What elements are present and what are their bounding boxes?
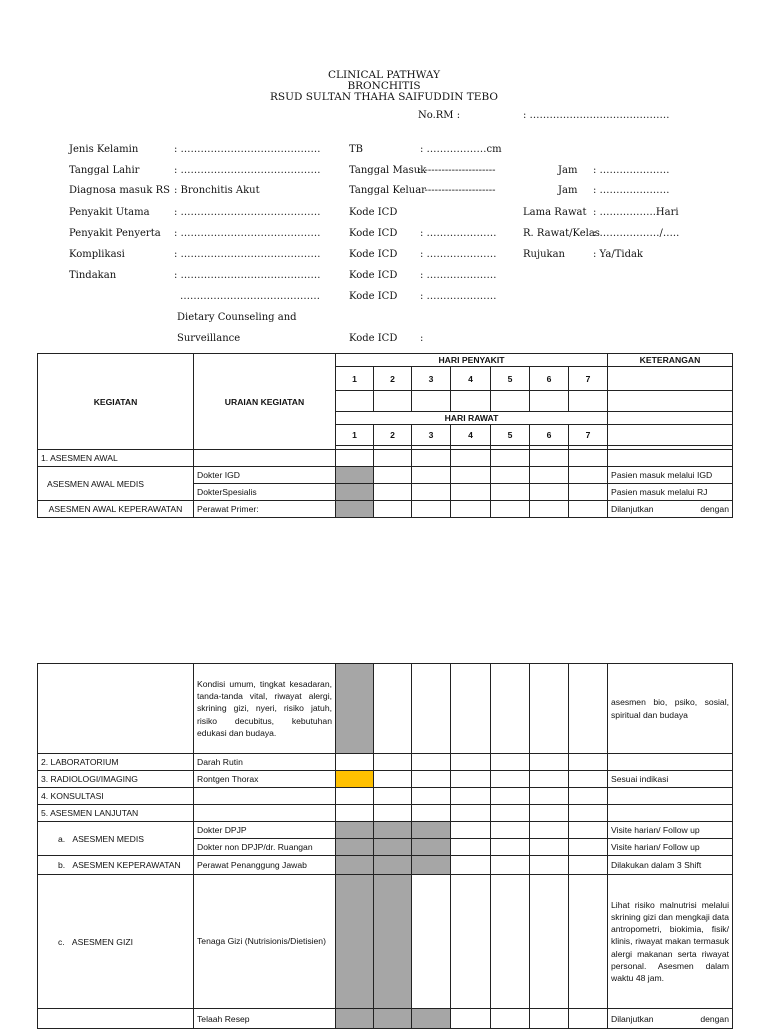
ket-visite-1: Visite harian/ Follow up bbox=[608, 822, 733, 839]
check-cell[interactable] bbox=[336, 467, 374, 484]
header-keterangan: KETERANGAN bbox=[608, 354, 733, 367]
section-asesmen-lanjutan: 5. ASESMEN LANJUTAN bbox=[38, 805, 194, 822]
check-cell[interactable] bbox=[374, 822, 412, 839]
day-penyakit-7: 7 bbox=[569, 367, 608, 391]
day-penyakit-1: 1 bbox=[336, 367, 374, 391]
label-kode-icd-2: Kode ICD bbox=[349, 228, 398, 239]
day-rawat-6: 6 bbox=[530, 425, 569, 446]
hospital-name: RSUD SULTAN THAHA SAIFUDDIN TEBO bbox=[270, 91, 498, 103]
table-row bbox=[38, 1009, 733, 1029]
label-kode-icd-4: Kode ICD bbox=[349, 270, 398, 281]
field-tindakan-cont[interactable]: …………………………………… bbox=[180, 291, 320, 302]
header-hari-penyakit: HARI PENYAKIT bbox=[336, 354, 608, 367]
day-penyakit-5: 5 bbox=[491, 367, 530, 391]
uraian-dokter-spesialis: DokterSpesialis bbox=[194, 484, 336, 501]
uraian-dokter-non: Dokter non DPJP/dr. Ruangan bbox=[194, 839, 336, 856]
label-tanggal-lahir: Tanggal Lahir bbox=[69, 165, 140, 176]
check-cell[interactable] bbox=[336, 501, 374, 518]
check-cell[interactable] bbox=[336, 664, 374, 754]
field-lama-rawat[interactable]: : ……………..Hari bbox=[593, 207, 679, 218]
day-rawat-5: 5 bbox=[491, 425, 530, 446]
label-jam-masuk: Jam bbox=[558, 165, 578, 176]
section-radiologi: 3. RADIOLOGI/IMAGING bbox=[38, 771, 194, 788]
field-tanggal-lahir[interactable]: : …………………………………… bbox=[174, 165, 321, 176]
label-rujukan: Rujukan bbox=[523, 249, 565, 260]
uraian-dokter-igd: Dokter IGD bbox=[194, 467, 336, 484]
label-penyakit-utama: Penyakit Utama bbox=[69, 207, 150, 218]
field-tanggal-masuk[interactable]: : --------------------- bbox=[418, 165, 496, 176]
field-kode-icd-6[interactable]: : bbox=[420, 333, 424, 344]
header-kegiatan: KEGIATAN bbox=[38, 354, 194, 450]
label-r-rawat: R. Rawat/Kelas bbox=[523, 228, 600, 239]
uraian-dokter-dpjp: Dokter DPJP bbox=[194, 822, 336, 839]
ket-gizi: Lihat risiko malnutrisi melalui skrining gizi dan mengkaji data antropometri, biokimia, fisik/ klinis, riwayat makan termasuk alergi makanan serta riwayat personal. Asesmen dalam waktu 48 jam. bbox=[608, 875, 733, 1009]
uraian-rontgen: Rontgen Thorax bbox=[194, 771, 336, 788]
label-lama-rawat: Lama Rawat bbox=[523, 207, 587, 218]
check-cell[interactable] bbox=[336, 875, 374, 1009]
ket-igd: Pasien masuk melalui IGD bbox=[608, 467, 733, 484]
label-kode-icd-1: Kode ICD bbox=[349, 207, 398, 218]
check-cell[interactable] bbox=[336, 1009, 374, 1029]
row-asesmen-awal-kep: ASESMEN AWAL KEPERAWATAN bbox=[38, 501, 194, 518]
check-cell[interactable] bbox=[374, 1009, 412, 1029]
check-cell[interactable] bbox=[336, 839, 374, 856]
check-cell[interactable] bbox=[336, 822, 374, 839]
label-tb: TB bbox=[349, 144, 364, 155]
label-dietary-1: Dietary Counseling and bbox=[177, 312, 297, 323]
label-komplikasi: Komplikasi bbox=[69, 249, 125, 260]
header-uraian: URAIAN KEGIATAN bbox=[194, 354, 336, 450]
field-diagnosa[interactable]: : Bronchitis Akut bbox=[174, 185, 260, 196]
label-jam-keluar: Jam bbox=[558, 185, 578, 196]
doc-title: CLINICAL PATHWAY bbox=[327, 69, 441, 81]
pathway-table-1 bbox=[37, 353, 733, 518]
check-cell[interactable] bbox=[412, 822, 451, 839]
table-row bbox=[38, 501, 733, 518]
ket-shift: Dilakukan dalam 3 Shift bbox=[608, 856, 733, 875]
row-asesmen-gizi: c. ASESMEN GIZI bbox=[38, 875, 194, 1009]
uraian-kondisi: Kondisi umum, tingkat kesadaran, tanda-tanda vital, riwayat alergi, skrining gizi, nyeri, risiko jatuh, risiko decubitus, kebutuhan edukasi dan budaya. bbox=[194, 664, 336, 754]
field-penyakit-utama[interactable]: : …………………………………… bbox=[174, 207, 321, 218]
day-rawat-3: 3 bbox=[412, 425, 451, 446]
check-cell[interactable] bbox=[412, 1009, 451, 1029]
doc-subtitle: BRONCHITIS bbox=[347, 80, 421, 92]
ket-rj: Pasien masuk melalui RJ bbox=[608, 484, 733, 501]
field-kode-icd-4[interactable]: : ………………… bbox=[420, 270, 497, 281]
uraian-perawat-pj: Perawat Penanggung Jawab bbox=[194, 856, 336, 875]
day-penyakit-4: 4 bbox=[451, 367, 491, 391]
pathway-table-2 bbox=[37, 663, 733, 1029]
header-hari-rawat: HARI RAWAT bbox=[336, 412, 608, 425]
field-penyakit-penyerta[interactable]: : …………………………………… bbox=[174, 228, 321, 239]
field-jam-masuk[interactable]: : ………………… bbox=[593, 165, 670, 176]
label-diagnosa: Diagnosa masuk RS bbox=[69, 185, 170, 196]
ket-visite-2: Visite harian/ Follow up bbox=[608, 839, 733, 856]
field-rujukan[interactable]: : Ya/Tidak bbox=[593, 249, 643, 260]
table-row bbox=[38, 856, 733, 875]
check-cell[interactable] bbox=[336, 856, 374, 875]
keterangan-cell[interactable] bbox=[608, 367, 733, 391]
field-kode-icd-3[interactable]: : ………………… bbox=[420, 249, 497, 260]
check-cell-highlight[interactable] bbox=[336, 771, 374, 788]
table-row bbox=[38, 664, 733, 754]
table-row bbox=[38, 771, 733, 788]
field-kode-icd-5[interactable]: : ………………… bbox=[420, 291, 497, 302]
field-tb[interactable]: : ………………cm bbox=[420, 144, 502, 155]
label-kode-icd-3: Kode ICD bbox=[349, 249, 398, 260]
label-dietary-2: Surveillance bbox=[177, 333, 241, 344]
check-cell[interactable] bbox=[412, 856, 451, 875]
field-kode-icd-2[interactable]: : ………………… bbox=[420, 228, 497, 239]
check-cell[interactable] bbox=[374, 875, 412, 1009]
field-tanggal-keluar[interactable]: : --------------------- bbox=[418, 185, 496, 196]
day-rawat-4: 4 bbox=[451, 425, 491, 446]
table-row bbox=[38, 788, 733, 805]
ket-indikasi: Sesuai indikasi bbox=[608, 771, 733, 788]
table-row bbox=[38, 450, 733, 467]
field-jam-keluar[interactable]: : ………………… bbox=[593, 185, 670, 196]
label-tanggal-keluar: Tanggal Keluar bbox=[349, 185, 426, 196]
section-lab: 2. LABORATORIUM bbox=[38, 754, 194, 771]
row-asesmen-awal-medis: ASESMEN AWAL MEDIS bbox=[38, 467, 194, 501]
ket-bio: asesmen bio, psiko, sosial, spiritual dan budaya bbox=[608, 664, 733, 754]
ket-lanjut-2: Dilanjutkan dengan bbox=[608, 1009, 733, 1029]
section-asesmen-awal: 1. ASESMEN AWAL bbox=[38, 450, 194, 467]
table-row bbox=[38, 805, 733, 822]
day-penyakit-6: 6 bbox=[530, 367, 569, 391]
norm-label: No.RM : bbox=[418, 110, 461, 121]
uraian-tenaga-gizi: Tenaga Gizi (Nutrisionis/Dietisien) bbox=[194, 875, 336, 1009]
day-rawat-7: 7 bbox=[569, 425, 608, 446]
field-jenis-kelamin[interactable]: : …………………………………… bbox=[174, 144, 321, 155]
field-komplikasi[interactable]: : …………………………………… bbox=[174, 249, 321, 260]
uraian-perawat-primer: Perawat Primer: bbox=[194, 501, 336, 518]
label-tindakan: Tindakan bbox=[69, 270, 117, 281]
check-cell[interactable] bbox=[374, 856, 412, 875]
table-row bbox=[38, 875, 733, 1009]
row-asesmen-kep: b. ASESMEN KEPERAWATAN bbox=[38, 856, 194, 875]
check-cell[interactable] bbox=[374, 839, 412, 856]
table-row bbox=[38, 822, 733, 839]
norm-value[interactable]: : …………………………………… bbox=[523, 110, 670, 121]
day-rawat-2: 2 bbox=[374, 425, 412, 446]
table-row bbox=[38, 467, 733, 484]
ket-lanjut: Dilanjutkan dengan bbox=[608, 501, 733, 518]
check-cell[interactable] bbox=[336, 484, 374, 501]
row-asesmen-medis: a. ASESMEN MEDIS bbox=[38, 822, 194, 856]
section-konsultasi: 4. KONSULTASI bbox=[38, 788, 194, 805]
field-tindakan[interactable]: : …………………………………… bbox=[174, 270, 321, 281]
day-penyakit-2: 2 bbox=[374, 367, 412, 391]
label-tanggal-masuk: Tanggal Masuk bbox=[349, 165, 427, 176]
label-kode-icd-5: Kode ICD bbox=[349, 291, 398, 302]
table-row bbox=[38, 754, 733, 771]
uraian-telaah-resep: Telaah Resep bbox=[194, 1009, 336, 1029]
label-penyakit-penyerta: Penyakit Penyerta bbox=[69, 228, 161, 239]
check-cell[interactable] bbox=[412, 839, 451, 856]
uraian-darah: Darah Rutin bbox=[194, 754, 336, 771]
label-jenis-kelamin: Jenis Kelamin bbox=[69, 144, 139, 155]
label-kode-icd-6: Kode ICD bbox=[349, 333, 398, 344]
day-penyakit-3: 3 bbox=[412, 367, 451, 391]
day-rawat-1: 1 bbox=[336, 425, 374, 446]
field-r-rawat[interactable]: : ………………/….. bbox=[593, 228, 680, 239]
